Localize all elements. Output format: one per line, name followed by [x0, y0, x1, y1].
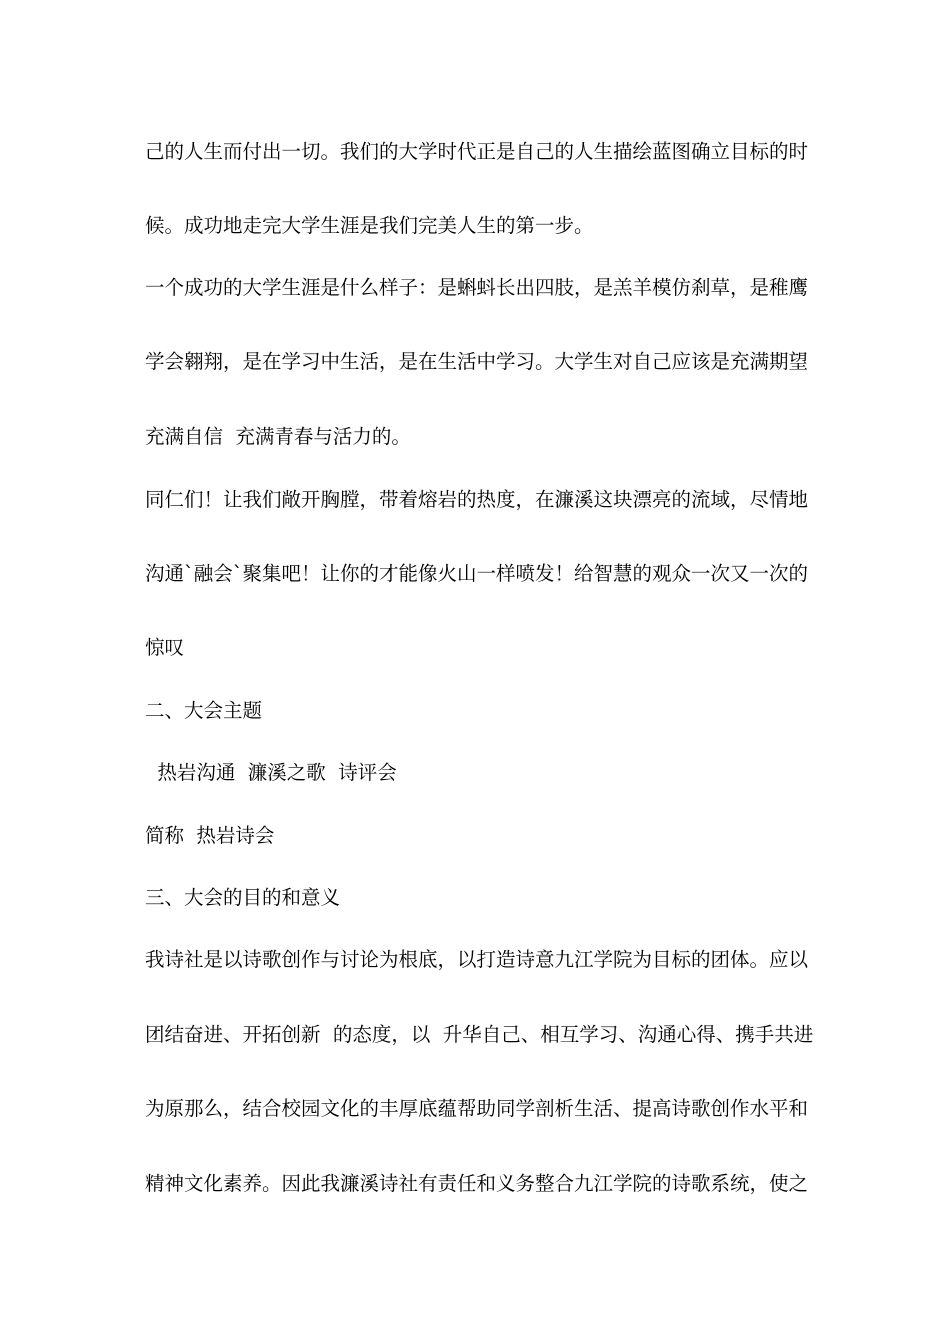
section-heading: 三、大会的目的和意义 [145, 886, 341, 909]
paragraph-line: 己的人生而付出一切。我们的大学时代正是自己的人生描绘蓝图确立目标的时 [145, 140, 809, 163]
paragraph-line: 精神文化素养。因此我濂溪诗社有责任和义务整合九江学院的诗歌系统，使之 [145, 1172, 809, 1195]
section-heading: 二、大会主题 [145, 699, 263, 722]
short-name-line: 简称 热岩诗会 [145, 824, 275, 847]
paragraph-line: 沟通`融会`聚集吧！让你的才能像火山一样喷发！给智慧的观众一次又一次的 [145, 562, 809, 585]
paragraph-line: 候。成功地走完大学生涯是我们完美人生的第一步。 [145, 214, 594, 237]
paragraph-line: 同仁们！让我们敞开胸膛，带着熔岩的热度，在濂溪这块漂亮的流域，尽情地 [145, 488, 809, 511]
paragraph-line: 为原那么，结合校园文化的丰厚底蕴帮助同学剖析生活、提高诗歌创作水平和 [145, 1097, 809, 1120]
paragraph-line: 团结奋进、开拓创新 的态度，以 升华自己、相互学习、沟通心得、携手共进 [145, 1023, 814, 1046]
paragraph-line: 学会翱翔，是在学习中生活，是在生活中学习。大学生对自己应该是充满期望 [145, 350, 809, 373]
paragraph-line: 我诗社是以诗歌创作与讨论为根底，以打造诗意九江学院为目标的团体。应以 [145, 948, 809, 971]
paragraph-line: 一个成功的大学生涯是什么样子：是蝌蚪长出四肢，是羔羊模仿刹草，是稚鹰 [145, 276, 809, 299]
paragraph-line: 充满自信 充满青春与活力的。 [145, 425, 411, 448]
theme-line: 热岩沟通 濂溪之歌 诗评会 [145, 761, 397, 784]
paragraph-line: 惊叹 [145, 636, 185, 659]
